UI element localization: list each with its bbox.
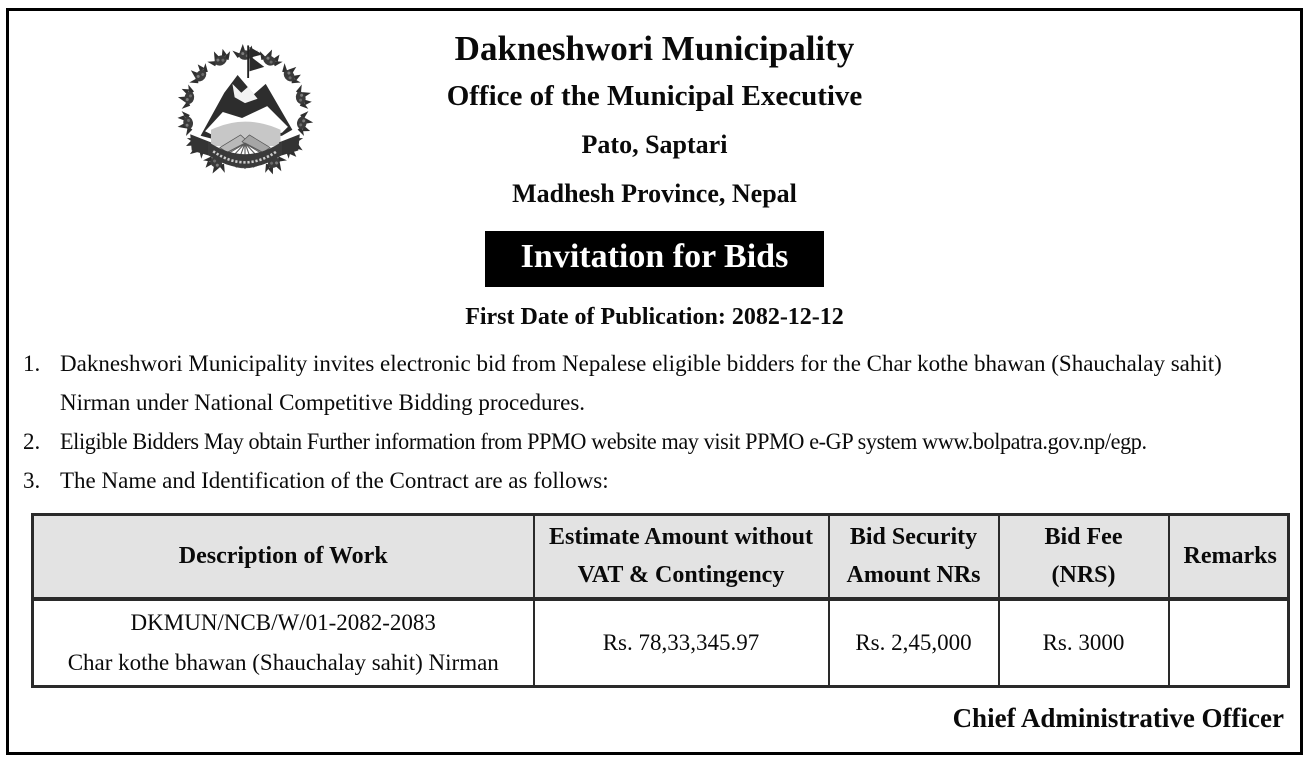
location-line: Pato, Saptari [581, 130, 728, 160]
col-header-description: Description of Work [33, 515, 534, 599]
signatory-title: Chief Administrative Officer [952, 702, 1284, 733]
clause-1 [23, 344, 1282, 422]
clause-3-text: The Name and Identification of the Contract are as follows: [60, 468, 609, 494]
table-header-row [33, 515, 1289, 599]
notice-clauses [23, 344, 1282, 500]
contract-table [31, 513, 1290, 688]
nepal-municipal-emblem-icon [171, 41, 319, 189]
cell-estimate-amount: Rs. 78,33,345.97 [534, 599, 829, 687]
work-name: Char kothe bhawan (Shauchalay sahit) Nirman [67, 649, 499, 675]
municipality-name: Dakneshwori Municipality [454, 29, 855, 68]
contract-id: DKMUN/NCB/W/01-2082-2083 [130, 609, 436, 635]
clause-1-number: 1. [23, 351, 41, 377]
office-name: Office of the Municipal Executive [446, 80, 863, 113]
notice-title-banner: Invitation for Bids [485, 231, 825, 287]
cell-bid-fee: Rs. 3000 [999, 599, 1169, 687]
publication-date-line: First Date of Publication: 2082-12-12 [465, 304, 844, 331]
clause-2 [23, 422, 1282, 461]
col-header-estimate-amount: Estimate Amount without VAT & Contingency [534, 515, 829, 599]
col-header-bid-fee: Bid Fee (NRS) [999, 515, 1169, 599]
cell-description [33, 599, 534, 687]
clause-2-text: Eligible Bidders May obtain Further information from PPMO website may visit PPMO e-GP system www.bolpatra.gov.np/egp. [60, 429, 1147, 455]
document-border [6, 8, 1303, 755]
clause-1-text: Dakneshwori Municipality invites electronic bid from Nepalese eligible bidders for the Char kothe bhawan (Shauchalay sahit) Nirman under National Competitive Bidding procedures. [60, 351, 1222, 416]
province-line: Madhesh Province, Nepal [512, 179, 797, 209]
col-header-remarks: Remarks [1169, 515, 1289, 599]
table-row [33, 599, 1289, 687]
cell-remarks [1169, 599, 1289, 687]
clause-2-number: 2. [23, 429, 41, 455]
clause-3-number: 3. [23, 468, 41, 494]
col-header-bid-security: Bid Security Amount NRs [829, 515, 999, 599]
clause-3 [23, 461, 1282, 500]
cell-bid-security: Rs. 2,45,000 [829, 599, 999, 687]
